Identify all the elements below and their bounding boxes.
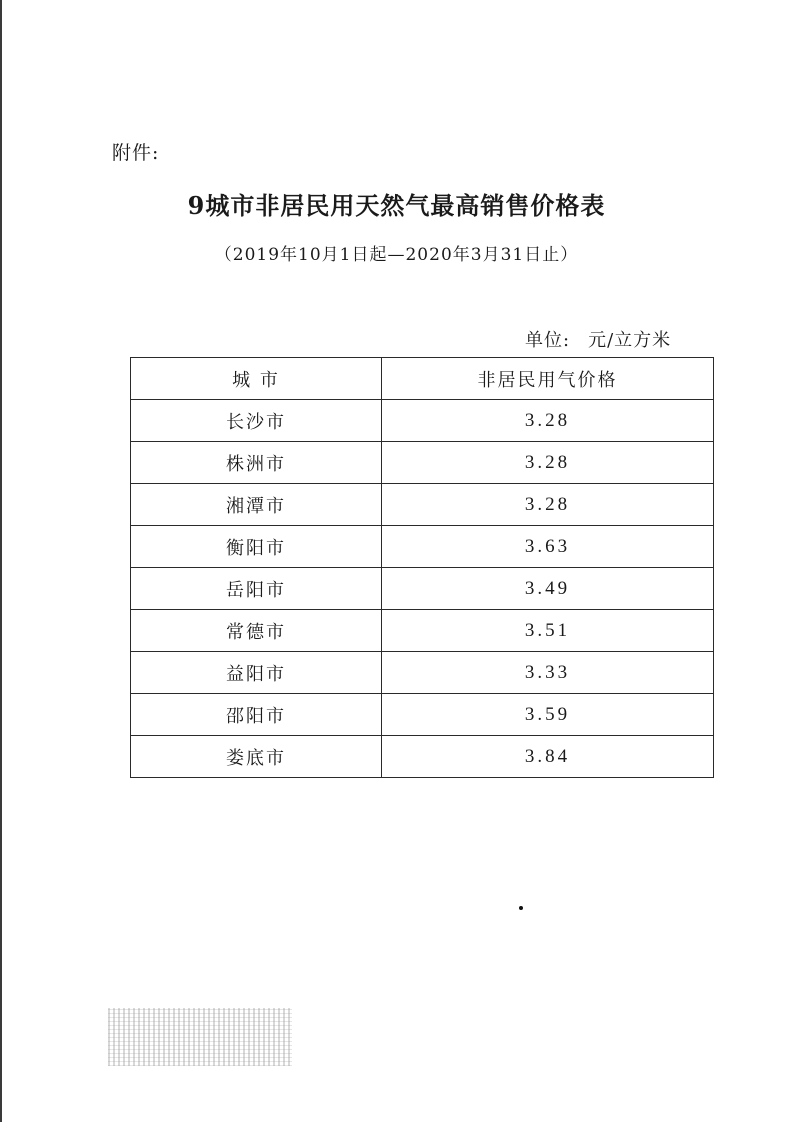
price-cell: 3.28: [382, 442, 714, 484]
validity-period: （2019年10月1日起—2020年3月31日止）: [214, 245, 579, 265]
price-cell: 3.59: [382, 694, 714, 736]
price-cell: 3.33: [382, 652, 714, 694]
attachment-label: 附件:: [112, 142, 160, 164]
header-city: 城 市: [131, 358, 382, 400]
city-cell: 株洲市: [131, 442, 382, 484]
price-cell: 3.28: [382, 400, 714, 442]
table-row: [131, 610, 714, 652]
page-edge: [0, 0, 2, 1122]
table-row: [131, 652, 714, 694]
price-table: [130, 357, 714, 778]
table-row: [131, 484, 714, 526]
price-cell: 3.28: [382, 484, 714, 526]
scan-speck: [519, 906, 523, 910]
table-row: [131, 442, 714, 484]
city-cell: 衡阳市: [131, 526, 382, 568]
city-cell: 长沙市: [131, 400, 382, 442]
table-row: [131, 736, 714, 778]
table-row: [131, 694, 714, 736]
city-cell: 岳阳市: [131, 568, 382, 610]
price-cell: 3.49: [382, 568, 714, 610]
price-cell: 3.63: [382, 526, 714, 568]
table-header-row: [131, 358, 714, 400]
city-cell: 湘潭市: [131, 484, 382, 526]
scan-artifact: [108, 1008, 292, 1066]
city-cell: 娄底市: [131, 736, 382, 778]
unit-line: [525, 326, 671, 352]
unit-label: 单位:: [525, 330, 571, 351]
price-cell: 3.51: [382, 610, 714, 652]
city-cell: 益阳市: [131, 652, 382, 694]
price-cell: 3.84: [382, 736, 714, 778]
table-row: [131, 400, 714, 442]
table-row: [131, 526, 714, 568]
city-cell: 邵阳市: [131, 694, 382, 736]
table-row: [131, 568, 714, 610]
unit-value: 元/立方米: [588, 330, 672, 351]
header-price: 非居民用气价格: [382, 358, 714, 400]
city-cell: 常德市: [131, 610, 382, 652]
document-title: 9城市非居民用天然气最高销售价格表: [187, 191, 606, 220]
